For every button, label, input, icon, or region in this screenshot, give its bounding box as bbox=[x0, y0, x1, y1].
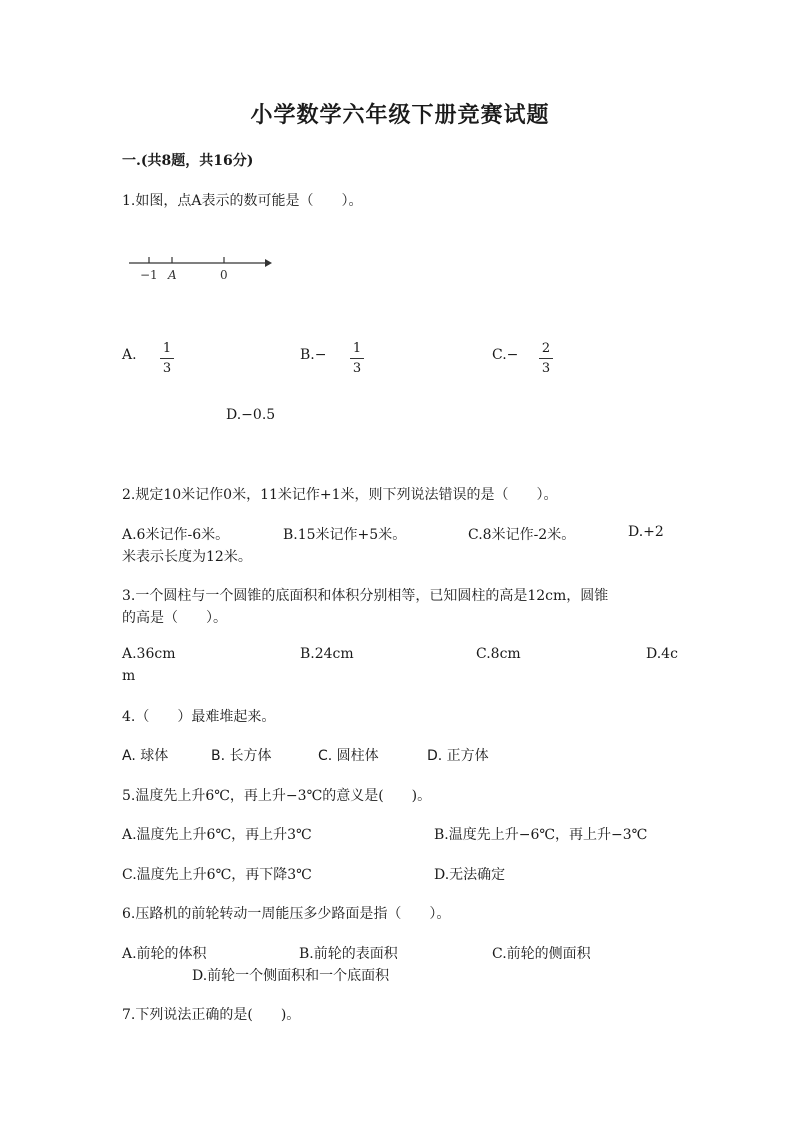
question-7-stem: 7.下列说法正确的是( )。 bbox=[122, 1007, 301, 1023]
q4-option-d: D. 正方体 bbox=[427, 748, 489, 764]
q6-option-d: D.前轮一个侧面积和一个底面积 bbox=[192, 968, 390, 984]
q5-option-b: B.温度先上升−6℃，再上升−3℃ bbox=[434, 827, 648, 843]
q6-option-c: C.前轮的侧面积 bbox=[492, 946, 591, 962]
q5-option-d: D.无法确定 bbox=[434, 867, 506, 883]
label-zero: 0 bbox=[220, 268, 228, 282]
q1-option-c-fraction: 2 3 bbox=[539, 341, 553, 376]
label-neg1: −1 bbox=[140, 268, 158, 282]
q4-option-b: B. 长方体 bbox=[211, 748, 272, 764]
q3-option-a: A.36cm bbox=[122, 646, 176, 662]
q5-option-c: C.温度先上升6℃，再下降3℃ bbox=[122, 867, 312, 883]
q1-option-d: D.−0.5 bbox=[226, 407, 276, 423]
q1-option-a-fraction: 1 3 bbox=[160, 341, 174, 376]
question-1-stem: 1.如图，点A表示的数可能是（ ）。 bbox=[122, 193, 363, 209]
question-5-stem: 5.温度先上升6℃，再上升−3℃的意义是( )。 bbox=[122, 788, 432, 804]
q1-option-a-prefix: A. bbox=[122, 347, 137, 363]
q6-option-a: A.前轮的体积 bbox=[122, 946, 207, 962]
page-title: 小学数学六年级下册竞赛试题 bbox=[250, 102, 550, 128]
q1-option-c-prefix: C.− bbox=[492, 347, 519, 363]
q2-option-c: C.8米记作-2米。 bbox=[468, 527, 576, 543]
q5-option-a: A.温度先上升6℃，再上升3℃ bbox=[122, 827, 312, 843]
q4-option-c: C. 圆柱体 bbox=[318, 748, 379, 764]
question-6-stem: 6.压路机的前轮转动一周能压多少路面是指（ ）。 bbox=[122, 906, 451, 922]
q3-option-b: B.24cm bbox=[300, 646, 354, 662]
q3-option-d-part1: D.4c bbox=[646, 646, 678, 662]
q2-option-a: A.6米记作-6米。 bbox=[122, 527, 230, 543]
question-2-stem: 2.规定10米记作0米，11米记作+1米，则下列说法错误的是（ ）。 bbox=[122, 487, 558, 503]
q1-option-b-fraction: 1 3 bbox=[350, 341, 364, 376]
label-a: A bbox=[168, 268, 177, 282]
q2-option-d-part2: 米表示长度为12米。 bbox=[122, 549, 252, 565]
number-line-figure bbox=[125, 248, 275, 284]
q2-option-d-part1: D.+2 bbox=[628, 524, 664, 540]
question-3-stem-line2: 的高是（ ）。 bbox=[122, 610, 227, 626]
q4-option-a: A. 球体 bbox=[122, 748, 169, 764]
q2-option-b: B.15米记作+5米。 bbox=[283, 527, 407, 543]
q1-option-b-prefix: B.− bbox=[300, 347, 327, 363]
question-4-stem: 4.（ ）最难堆起来。 bbox=[122, 709, 276, 725]
q3-option-c: C.8cm bbox=[476, 646, 521, 662]
q3-option-d-part2: m bbox=[122, 668, 136, 684]
section-heading: 一.(共8题，共16分) bbox=[122, 153, 254, 169]
question-3-stem-line1: 3.一个圆柱与一个圆锥的底面积和体积分别相等，已知圆柱的高是12cm，圆锥 bbox=[122, 588, 609, 604]
q6-option-b: B.前轮的表面积 bbox=[299, 946, 398, 962]
arrow-icon bbox=[265, 259, 272, 267]
